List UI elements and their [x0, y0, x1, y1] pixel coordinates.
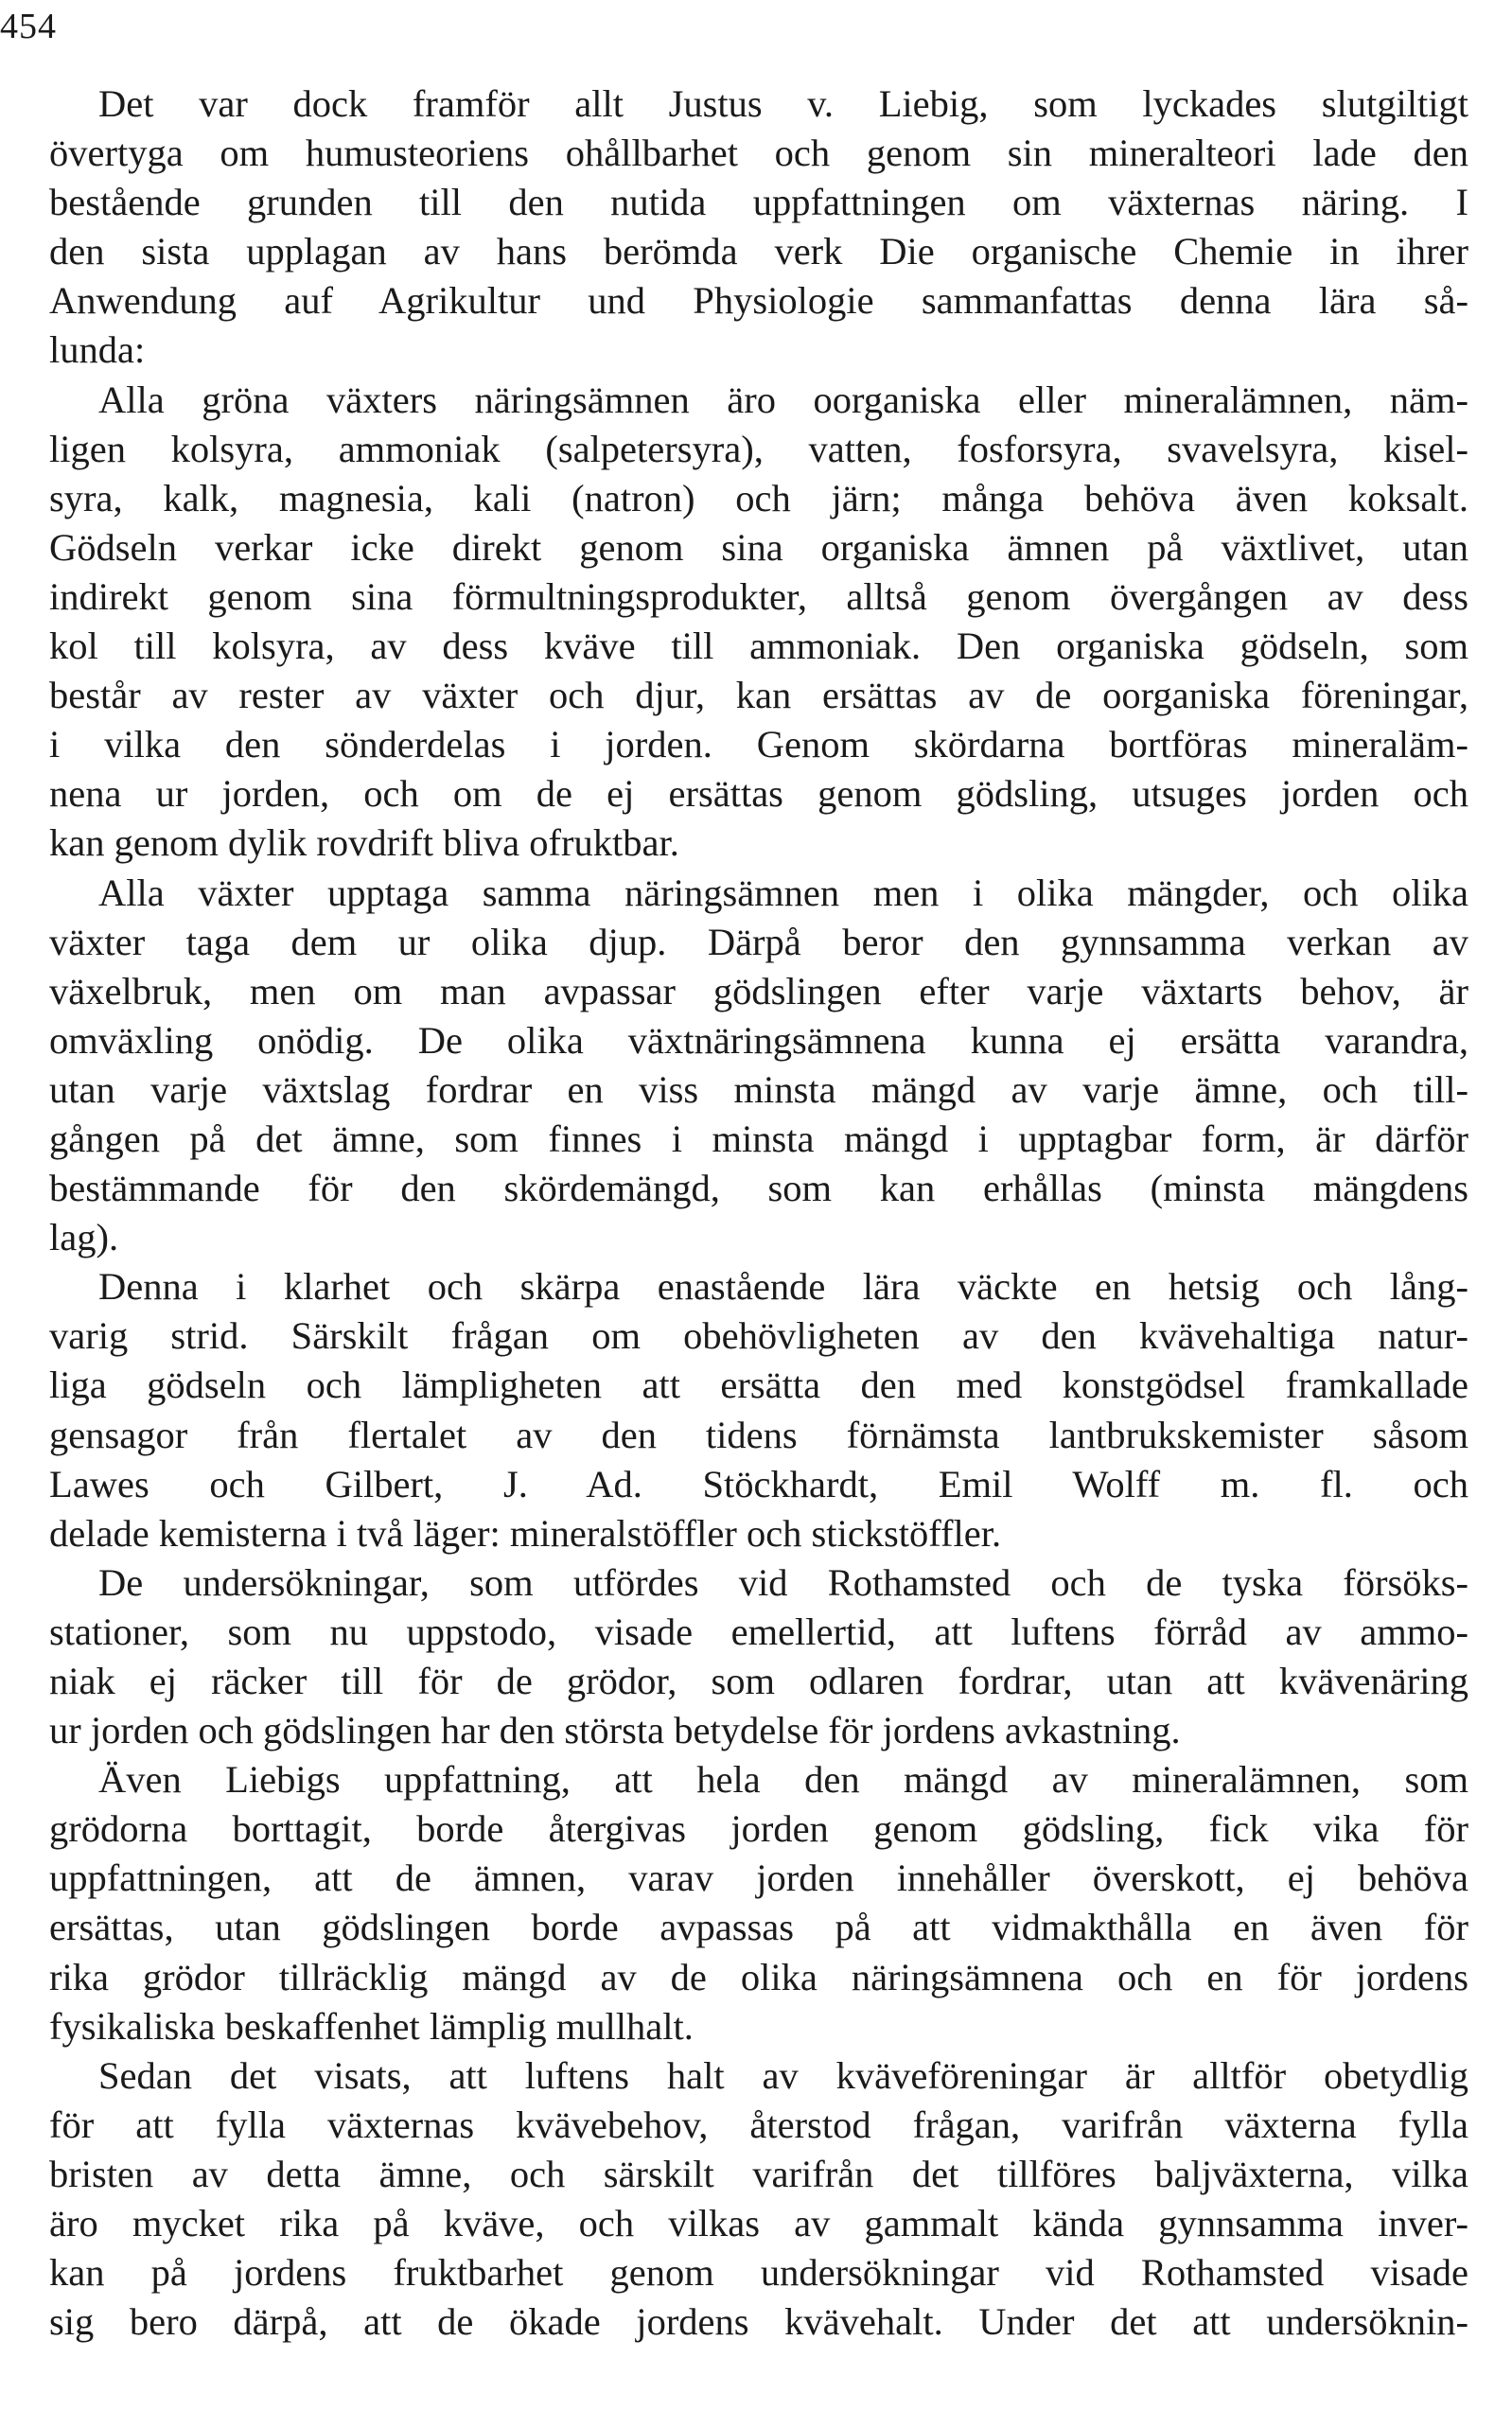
text-line: rika grödor tillräcklig mängd av de olika näringsämnena och en för jordens	[49, 1955, 1468, 1998]
text-line: Även Liebigs uppfattning, att hela den mängd av mineralämnen, som	[98, 1758, 1468, 1802]
text-line: består av rester av växter och djur, kan ersättas av de oorganiska föreningar,	[49, 674, 1468, 717]
text-line: uppfattningen, att de ämnen, varav jorden innehåller överskott, ej behöva	[49, 1857, 1468, 1900]
text-line: växelbruk, men om man avpassar gödslingen efter varje växtarts behov, är	[49, 969, 1468, 1012]
text-line: lunda:	[49, 328, 146, 372]
text-line: gensagor från flertalet av den tidens förnämsta lantbrukskemister såsom	[49, 1413, 1468, 1456]
text-line: sig bero därpå, att de ökade jordens kvävehalt. Under det att undersöknin-	[49, 2300, 1468, 2344]
text-line: bestående grunden till den nutida uppfattningen om växternas näring. I	[49, 181, 1468, 224]
text-line: nena ur jorden, och om de ej ersättas genom gödsling, utsuges jorden och	[49, 772, 1468, 816]
text-line: i vilka den sönderdelas i jorden. Genom skördarna bortföras mineraläm-	[49, 723, 1468, 766]
text-line: bristen av detta ämne, och särskilt varifrån det tillföres baljväxterna, vilka	[49, 2152, 1468, 2195]
text-line: kan genom dylik rovdrift bliva ofruktbar.	[49, 821, 679, 865]
text-line: övertyga om humusteoriens ohållbarhet och genom sin mineralteori lade den	[49, 132, 1468, 175]
text-line: Det var dock framför allt Justus v. Liebig, som lyckades slutgiltigt	[98, 82, 1468, 125]
text-line: Sedan det visats, att luftens halt av kväveföreningar är alltför obetydlig	[98, 2053, 1468, 2097]
text-line: Gödseln verkar icke direkt genom sina organiska ämnen på växtlivet, utan	[49, 525, 1468, 569]
text-line: Anwendung auf Agrikultur und Physiologie sammanfattas denna lära så-	[49, 279, 1468, 323]
text-line: Denna i klarhet och skärpa enastående lära väckte en hetsig och lång-	[98, 1265, 1468, 1309]
page-number: 454	[0, 7, 57, 46]
text-line: Alla växter upptaga samma näringsämnen men i olika mängder, och olika	[98, 871, 1468, 914]
text-line: ersättas, utan gödslingen borde avpassas på att vidmakthålla en även för	[49, 1906, 1468, 1949]
text-line: ligen kolsyra, ammoniak (salpetersyra), vatten, fosforsyra, svavelsyra, kisel-	[49, 427, 1468, 470]
text-line: syra, kalk, magnesia, kali (natron) och järn; många behöva även koksalt.	[49, 476, 1468, 519]
text-line: varig strid. Särskilt frågan om obehövligheten av den kvävehaltiga natur-	[49, 1314, 1468, 1358]
text-line: De undersökningar, som utfördes vid Rothamsted och de tyska försöks-	[98, 1560, 1468, 1604]
body-text	[49, 79, 1468, 2347]
text-line: Lawes och Gilbert, J. Ad. Stöckhardt, Emil Wolff m. fl. och	[49, 1462, 1468, 1505]
text-line: lag).	[49, 1216, 119, 1259]
text-line: kan på jordens fruktbarhet genom undersökningar vid Rothamsted visade	[49, 2251, 1468, 2295]
text-line: utan varje växtslag fordrar en viss minsta mängd av varje ämne, och till-	[49, 1067, 1468, 1111]
text-line: Alla gröna växters näringsämnen äro oorganiska eller mineralämnen, näm-	[98, 378, 1468, 421]
text-line: liga gödseln och lämpligheten att ersätta den med konstgödsel framkallade	[49, 1364, 1468, 1407]
text-line: bestämmande för den skördemängd, som kan erhållas (minsta mängdens	[49, 1167, 1468, 1210]
text-line: växter taga dem ur olika djup. Därpå beror den gynnsamma verkan av	[49, 920, 1468, 963]
text-line: den sista upplagan av hans berömda verk Die organische Chemie in ihrer	[49, 230, 1468, 273]
text-line: niak ej räcker till för de grödor, som odlaren fordrar, utan att kvävenäring	[49, 1660, 1468, 1702]
text-line: kol till kolsyra, av dess kväve till ammoniak. Den organiska gödseln, som	[49, 625, 1468, 668]
text-line: stationer, som nu uppstodo, visade emellertid, att luftens förråd av ammo-	[49, 1610, 1468, 1653]
text-line: ur jorden och gödslingen har den största betydelse för jordens avkastning.	[49, 1709, 1181, 1752]
text-line: grödorna borttagit, borde återgivas jorden genom gödsling, fick vika för	[49, 1807, 1468, 1851]
text-line: äro mycket rika på kväve, och vilkas av gammalt kända gynnsamma inver-	[49, 2202, 1468, 2245]
text-line: gången på det ämne, som finnes i minsta mängd i upptagbar form, är därför	[49, 1117, 1468, 1160]
text-line: för att fylla växternas kvävebehov, återstod frågan, varifrån växterna fylla	[49, 2103, 1468, 2146]
text-line: delade kemisterna i två läger: mineralstöffler och stickstöffler.	[49, 1511, 1002, 1555]
text-line: indirekt genom sina förmultningsprodukter, alltså genom övergången av dess	[49, 574, 1468, 618]
text-line: omväxling onödig. De olika växtnäringsämnena kunna ej ersätta varandra,	[49, 1018, 1468, 1062]
text-line: fysikaliska beskaffenhet lämplig mullhalt.	[49, 2004, 694, 2048]
